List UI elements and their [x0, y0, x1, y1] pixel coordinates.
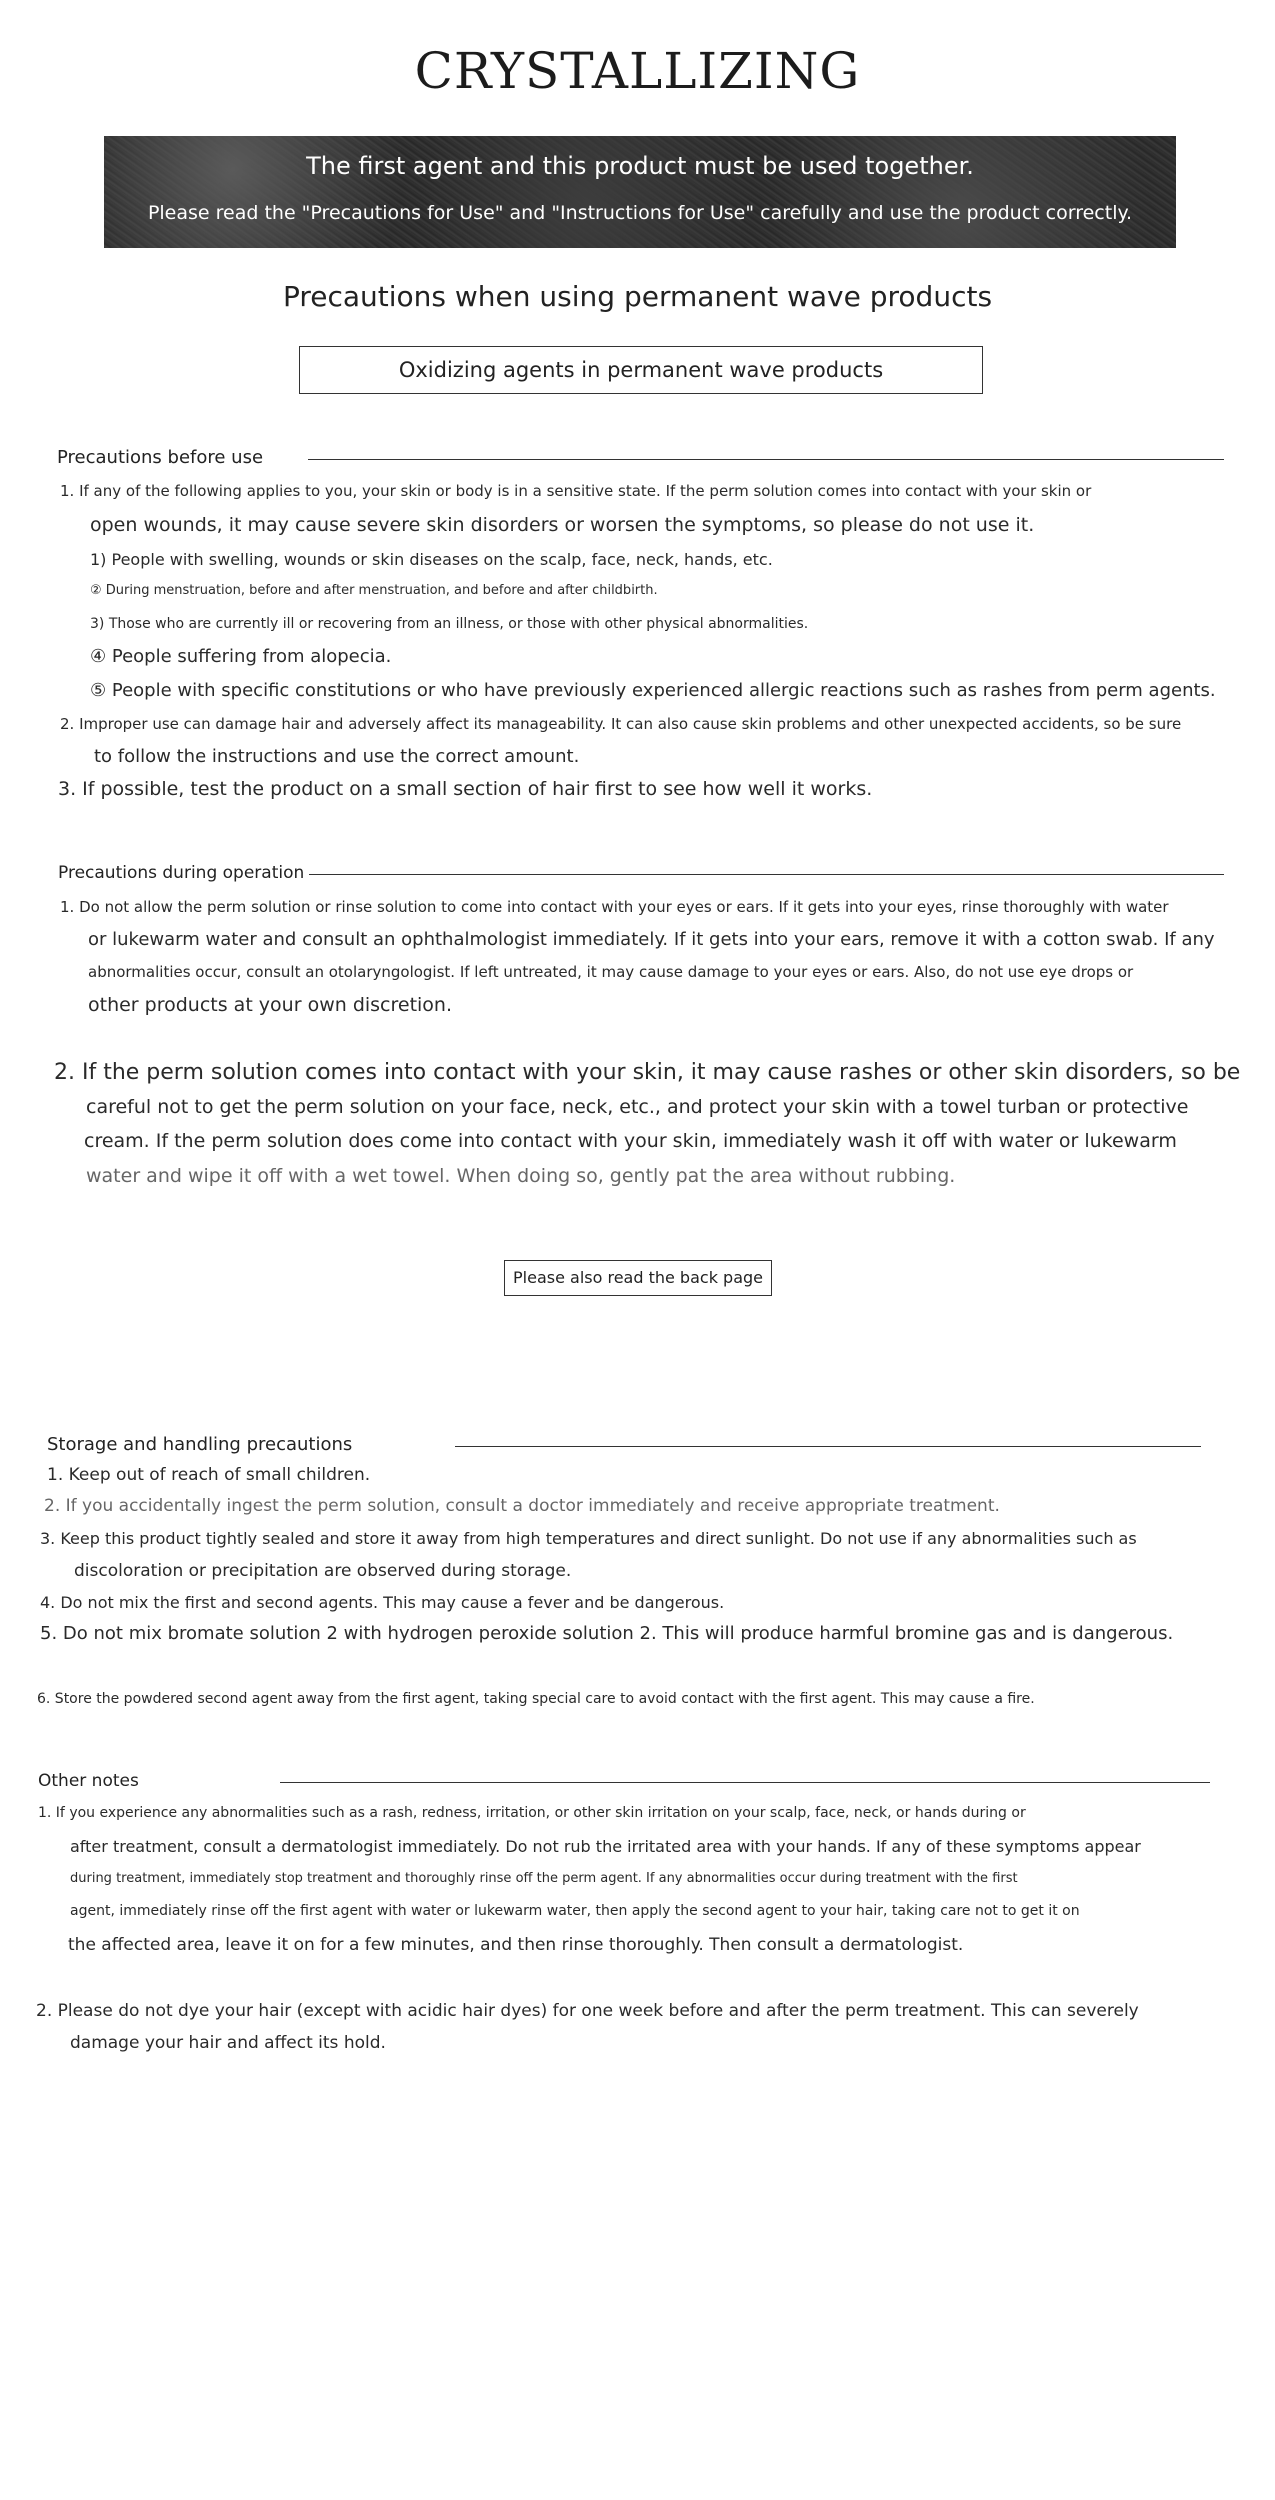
before-use-sub-3: 3) Those who are currently ill or recovering from an illness, or those with other physical abnormalities.: [90, 616, 809, 632]
section-divider: [280, 1782, 1210, 1783]
storage-item-2: 2. If you accidentally ingest the perm solution, consult a doctor immediately and receive appropriate treatment.: [44, 1496, 1000, 1516]
before-use-sub-5: ⑤ People with specific constitutions or who have previously experienced allergic reactions such as rashes from perm agents.: [90, 680, 1216, 701]
section-title-storage: Storage and handling precautions: [47, 1434, 353, 1455]
during-item-1-line-4: other products at your own discretion.: [88, 994, 453, 1016]
other-item-1-line-1: 1. If you experience any abnormalities such as a rash, redness, irritation, or other skin irritation on your scalp, face, neck, or hands during or: [38, 1805, 1026, 1821]
before-use-item-1-line-1: 1. If any of the following applies to you, your skin or body is in a sensitive state. If the perm solution comes into contact with your skin or: [60, 482, 1092, 500]
section-title-during-operation: Precautions during operation: [58, 863, 305, 883]
page-title: Precautions when using permanent wave products: [282, 280, 993, 313]
other-item-1-line-4: agent, immediately rinse off the first agent with water or lukewarm water, then apply the second agent to your hair, taking care not to get it on: [70, 1903, 1080, 1919]
section-divider: [308, 459, 1224, 460]
during-item-2-line-1: 2. If the perm solution comes into contact with your skin, it may cause rashes or other skin disorders, so be: [54, 1060, 1241, 1085]
section-divider: [455, 1446, 1201, 1447]
storage-item-3-line-1: 3. Keep this product tightly sealed and store it away from high temperatures and direct sunlight. Do not use if any abnormalities such as: [40, 1529, 1137, 1548]
storage-item-1: 1. Keep out of reach of small children.: [47, 1465, 371, 1485]
back-page-note: Please also read the back page: [504, 1260, 772, 1296]
other-item-1-line-5: the affected area, leave it on for a few minutes, and then rinse thoroughly. Then consult a dermatologist.: [68, 1935, 964, 1955]
section-title-other-notes: Other notes: [38, 1771, 139, 1791]
other-item-1-line-2: after treatment, consult a dermatologist immediately. Do not rub the irritated area with your hands. If any of these symptoms appear: [70, 1837, 1141, 1856]
storage-item-3-line-2: discoloration or precipitation are observed during storage.: [74, 1561, 572, 1581]
before-use-item-2-line-1: 2. Improper use can damage hair and adversely affect its manageability. It can also cause skin problems and other unexpected accidents, so be sure: [60, 715, 1182, 733]
before-use-item-1-line-2: open wounds, it may cause severe skin disorders or worsen the symptoms, so please do not use it.: [90, 514, 1035, 536]
other-item-2-line-2: damage your hair and affect its hold.: [70, 2033, 386, 2053]
brand-logo: CRYSTALLIZING: [414, 42, 861, 100]
during-item-2-line-3: cream. If the perm solution does come into contact with your skin, immediately wash it off with water or lukewarm: [84, 1130, 1177, 1152]
section-divider: [309, 874, 1224, 875]
during-item-1-line-2: or lukewarm water and consult an ophthalmologist immediately. If it gets into your ears, remove it with a cotton swab. If any: [88, 929, 1215, 950]
section-title-before-use: Precautions before use: [57, 447, 264, 468]
during-item-1-line-1: 1. Do not allow the perm solution or rinse solution to come into contact with your eyes or ears. If it gets into your eyes, rinse thoroughly with water: [60, 898, 1169, 916]
storage-item-6: 6. Store the powdered second agent away from the first agent, taking special care to avoid contact with the first agent. This may cause a fire.: [37, 1691, 1035, 1707]
storage-item-4: 4. Do not mix the first and second agents. This may cause a fever and be dangerous.: [40, 1593, 725, 1612]
boxed-subtitle: Oxidizing agents in permanent wave products: [299, 346, 983, 394]
other-item-2-line-1: 2. Please do not dye your hair (except with acidic hair dyes) for one week before and after the perm treatment. This can severely: [36, 2001, 1139, 2021]
banner-line-1: The first agent and this product must be used together.: [306, 152, 974, 180]
during-item-1-line-3: abnormalities occur, consult an otolaryngologist. If left untreated, it may cause damage to your eyes or ears. Also, do not use eye drops or: [88, 963, 1134, 981]
before-use-item-2-line-2: to follow the instructions and use the correct amount.: [94, 746, 580, 767]
during-item-2-line-2: careful not to get the perm solution on your face, neck, etc., and protect your skin with a towel turban or protective: [86, 1096, 1189, 1118]
storage-item-5: 5. Do not mix bromate solution 2 with hydrogen peroxide solution 2. This will produce harmful bromine gas and is dangerous.: [40, 1623, 1174, 1644]
before-use-sub-1: 1) People with swelling, wounds or skin diseases on the scalp, face, neck, hands, etc.: [90, 550, 773, 569]
banner-line-2: Please read the "Precautions for Use" and "Instructions for Use" carefully and use the product correctly.: [147, 202, 1133, 224]
during-item-2-line-4: water and wipe it off with a wet towel. When doing so, gently pat the area without rubbing.: [86, 1165, 956, 1187]
before-use-sub-4: ④ People suffering from alopecia.: [90, 646, 392, 667]
other-item-1-line-3: during treatment, immediately stop treatment and thoroughly rinse off the perm agent. If any abnormalities occur during treatment with the first: [70, 1871, 1018, 1886]
before-use-item-3: 3. If possible, test the product on a small section of hair first to see how well it works.: [58, 778, 873, 800]
before-use-sub-2: ② During menstruation, before and after menstruation, and before and after childbirth.: [90, 583, 658, 598]
